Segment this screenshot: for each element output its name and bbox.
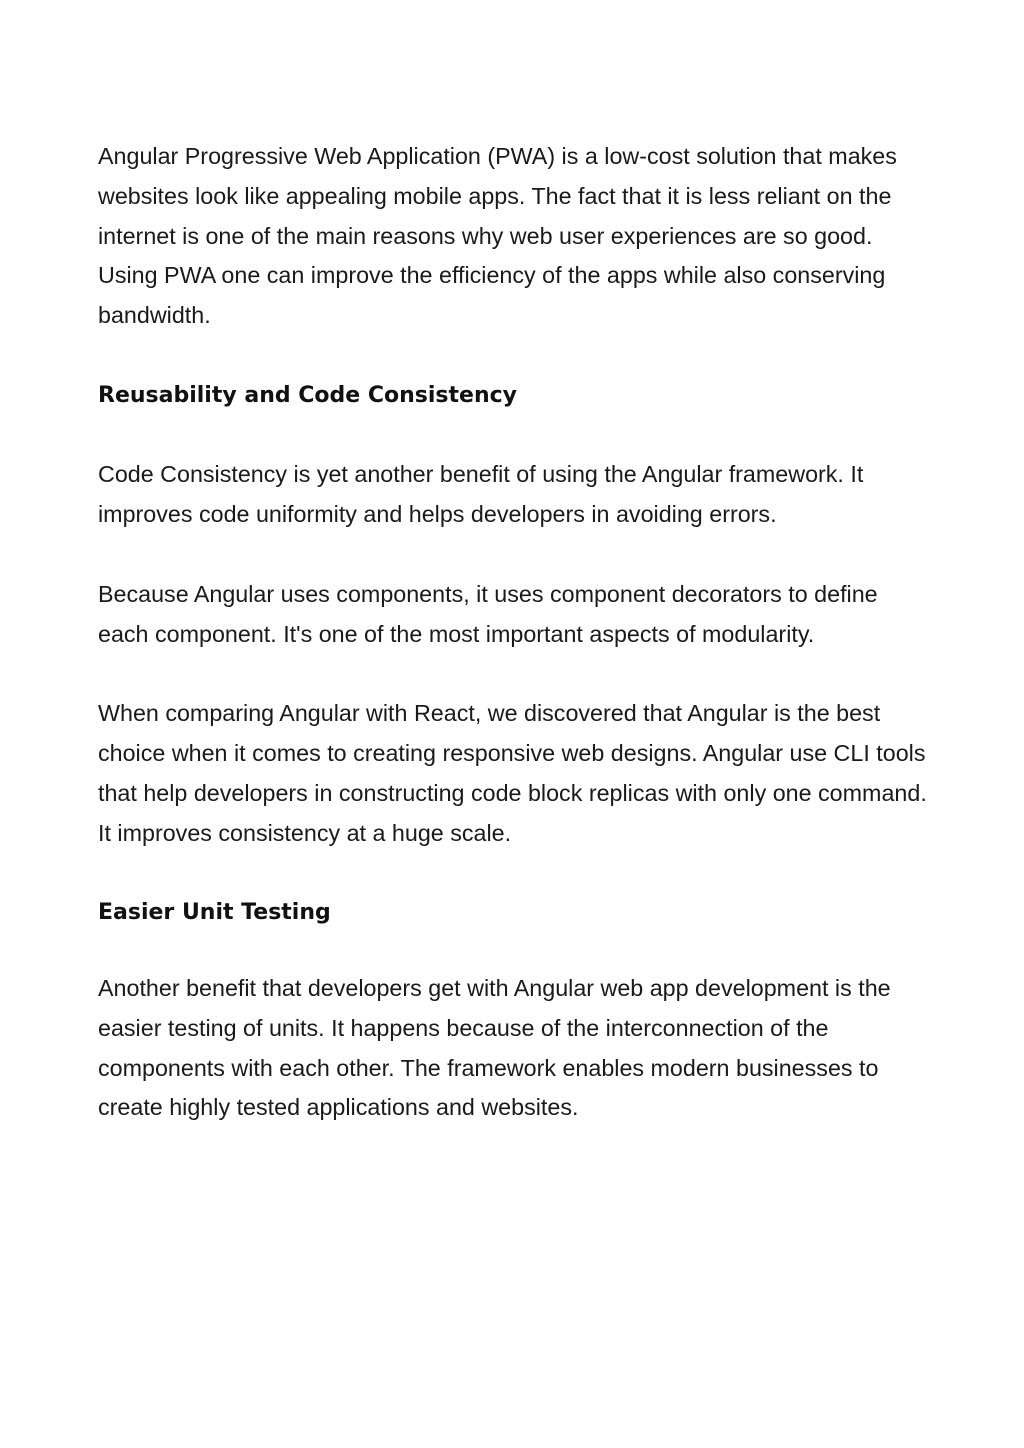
react-comparison-paragraph: When comparing Angular with React, we discovered that Angular is the best choice when it comes to creating responsive web designs. Angular use CLI tools that help developers in constructing code block replicas with only one command. It improves consistency at a huge scale. — [98, 700, 927, 846]
spacer — [98, 416, 933, 456]
unit-testing-paragraph: Another benefit that developers get with Angular web app development is the easier testing of units. It happens because of the interconnection of the components with each other. The framework enables modern businesses to create highly tested applications and websites. — [98, 974, 891, 1121]
spacer — [98, 336, 933, 376]
spacer — [98, 933, 933, 969]
intro-paragraph: Angular Progressive Web Application (PWA) is a low-cost solution that makes websites look like appealing mobile apps. The fact that it is less reliant on the internet is one of the main reasons why web user experiences are so good. Using PWA one can improve the efficiency of the apps while also conserving bandwidth. — [98, 143, 897, 329]
spacer — [98, 654, 933, 694]
document-body — [98, 137, 933, 1128]
section-heading-unit-testing: Easier Unit Testing — [98, 900, 331, 926]
spacer — [98, 853, 933, 893]
code-consistency-paragraph: Code Consistency is yet another benefit of using the Angular framework. It improves code uniformity and helps developers in avoiding errors. — [98, 461, 864, 528]
section-heading-reusability: Reusability and Code Consistency — [98, 382, 517, 408]
spacer — [98, 535, 933, 575]
components-paragraph: Because Angular uses components, it uses component decorators to define each component. It's one of the most important aspects of modularity. — [98, 580, 878, 647]
